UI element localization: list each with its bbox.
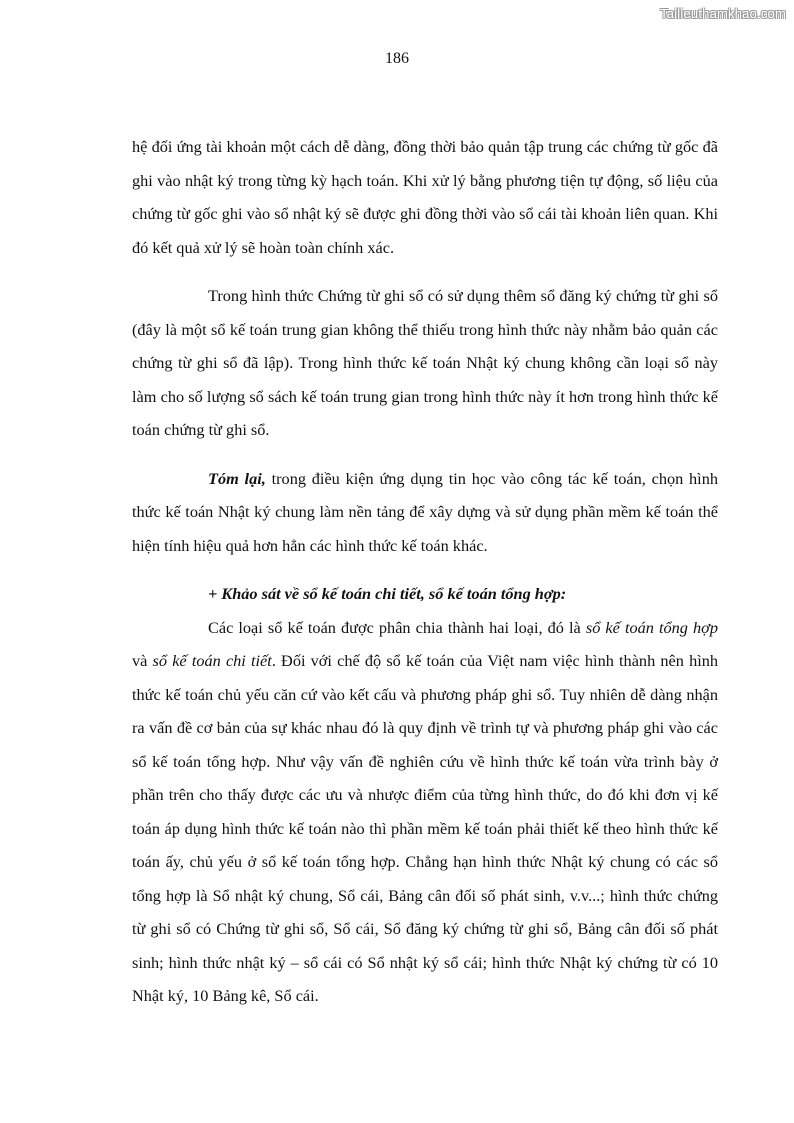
paragraph-4 xyxy=(132,611,718,1013)
paragraph-1: hệ đối ứng tài khoản một cách dễ dàng, đồng thời bảo quản tập trung các chứng từ gốc đã ghi vào nhật ký trong từng kỳ hạch toán. Khi xử lý bằng phương tiện tự động, số liệu của chứng từ gốc ghi vào sổ nhật ký sẽ được ghi đồng thời vào sổ cái tài khoản liên quan. Khi đó kết quả xử lý sẽ hoàn toàn chính xác. xyxy=(132,137,718,257)
document-body xyxy=(132,130,718,1013)
summary-lead: Tóm lại, xyxy=(208,468,266,488)
page-number: 186 xyxy=(385,50,409,67)
paragraph-4-part-3: . Đối với chế độ sổ kế toán của Việt nam việc hình thành nên hình thức kế toán chủ yếu căn cứ vào kết cấu và phương pháp ghi sổ. Tuy nhiên dễ dàng nhận ra vấn đề cơ bản của sự khác nhau đó là quy định về trình tự và phương pháp ghi vào các sổ kế toán tổng hợp. Như vậy vấn đề nghiên cứu về hình thức kế toán vừa trình bày ở phần trên cho thấy được các ưu và nhược điểm của từng hình thức, do đó khi đơn vị kế toán áp dụng hình thức kế toán nào thì phần mềm kế toán phải thiết kế theo hình thức kế toán ấy, chủ yếu ở sổ kế toán tổng hợp. Chẳng hạn hình thức Nhật ký chung có các sổ tổng hợp là Sổ nhật ký chung, Sổ cái, Bảng cân đối số phát sinh, v.v...; hình thức chứng từ ghi sổ có Chứng từ ghi sổ, Sổ cái, Sổ đăng ký chứng từ ghi sổ, Bảng cân đối số phát sinh; hình thức nhật ký – sổ cái có Sổ nhật ký sổ cái; hình thức Nhật ký chứng từ có 10 Nhật ký, 10 Bảng kê, Sổ cái. xyxy=(132,651,719,1005)
paragraph-3 xyxy=(132,462,718,563)
watermark: Tailieuthamkhao.com xyxy=(660,6,786,21)
paragraph-3-text: trong điều kiện ứng dụng tin học vào công tác kế toán, chọn hình thức kế toán Nhật ký chung làm nền tảng để xây dựng và sử dụng phần mềm kế toán thể hiện tính hiệu quả hơn hẳn các hình thức kế toán khác. xyxy=(132,468,718,555)
paragraph-4-part-2: và xyxy=(132,651,153,670)
paragraph-4-italic-1: sổ kế toán tổng hợp xyxy=(585,617,718,637)
paragraph-4-part-1: Các loại sổ kế toán được phân chia thành hai loại, đó là xyxy=(208,617,586,637)
paragraph-4-italic-2: sổ kế toán chi tiết xyxy=(152,651,272,670)
section-heading: + Khảo sát về sổ kế toán chi tiết, sổ kế toán tổng hợp: xyxy=(208,584,567,603)
paragraph-2: Trong hình thức Chứng từ ghi sổ có sử dụng thêm sổ đăng ký chứng từ ghi sổ (đây là một sổ kế toán trung gian không thể thiếu trong hình thức này nhằm bảo quản các chứng từ ghi sổ đã lập). Trong hình thức kế toán Nhật ký chung không cần loại sổ này làm cho số lượng sổ sách kế toán trung gian trong hình thức này ít hơn trong hình thức kế toán chứng từ ghi sổ. xyxy=(132,286,718,439)
